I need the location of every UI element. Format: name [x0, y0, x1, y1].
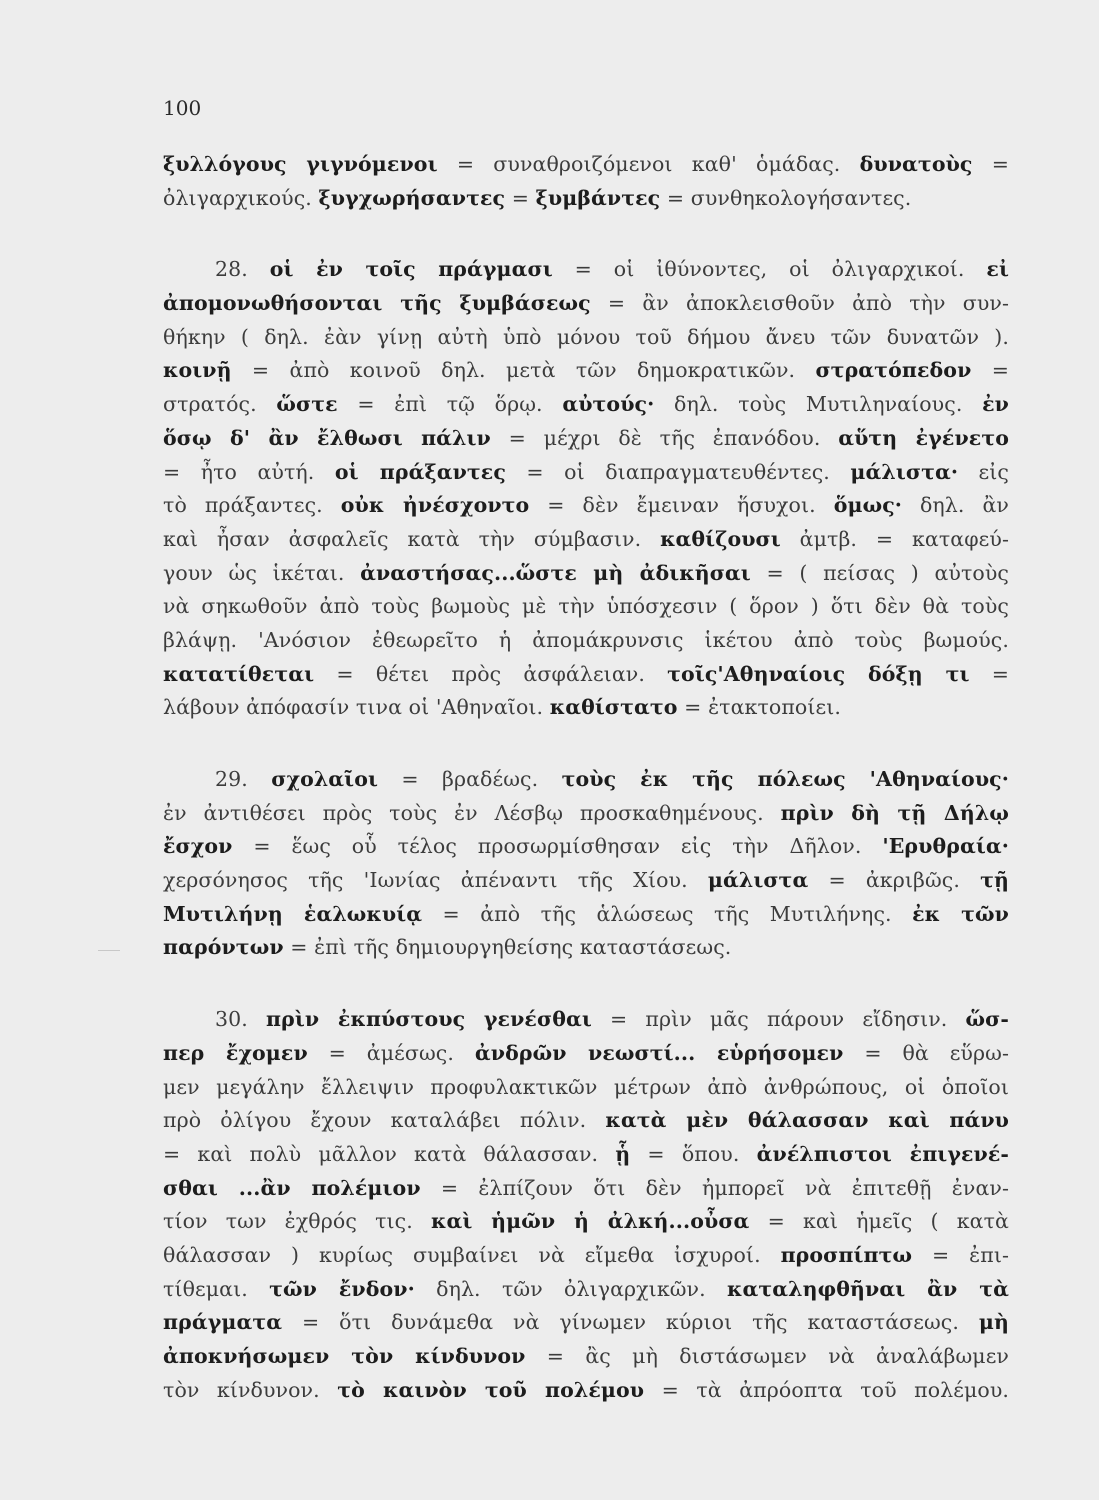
- text-line: ἀποκνήσωμεν τὸν κίνδυνον = ἂς μὴ διστάσωμεν νὰ ἀναλάβωμεν: [163, 1344, 1009, 1368]
- text-line: περ ἔχομεν = ἀμέσως. ἀνδρῶν νεωστί... εὑρήσομεν = θὰ εὕρω-: [163, 1040, 1009, 1065]
- text-line: καὶ ἦσαν ἀσφαλεῖς κατὰ τὴν σύμβασιν. καθίζουσι ἀμτβ. = καταφεύ-: [163, 526, 1009, 551]
- text-line: μεν μεγάλην ἔλλειψιν προφυλακτικῶν μέτρων ἀπὸ ἀνθρώπους, οἱ ὁποῖοι: [163, 1074, 1009, 1099]
- text-line: λάβουν ἀπόφασίν τινα οἱ 'Αθηναῖοι. καθίστατο = ἐτακτοποίει.: [163, 695, 841, 720]
- paragraph-gap: [163, 725, 1009, 763]
- text-line: 29. σχολαῖοι = βραδέως. τοὺς ἐκ τῆς πόλεως 'Αθηναίους·: [215, 767, 1009, 791]
- text-line: χερσόνησος τῆς 'Ιωνίας ἀπέναντι τῆς Χίου. μάλιστα = ἀκριβῶς. τῇ: [163, 868, 1009, 893]
- text-line: νὰ σηκωθοῦν ἀπὸ τοὺς βωμοὺς μὲ τὴν ὑπόσχεσιν ( ὅρον ) ὅτι δὲν θὰ τοὺς: [163, 594, 1009, 619]
- text-line: ὀλιγαρχικούς. ξυγχωρήσαντες = ξυμβάντες = συνθηκολογήσαντες.: [163, 185, 912, 210]
- text-line: παρόντων = ἐπὶ τῆς δημιουργηθείσης καταστάσεως.: [163, 935, 732, 960]
- text-line: τὸ πράξαντες. οὐκ ἠνέσχοντο = δὲν ἔμειναν ἥσυχοι. ὅμως· δηλ. ἂν: [163, 493, 1009, 518]
- text-line: ἔσχον = ἕως οὗ τέλος προσωρμίσθησαν εἰς τὴν Δῆλον. 'Ερυθραία·: [163, 834, 1009, 859]
- text-line: = καὶ πολὺ μᾶλλον κατὰ θάλασσαν. ᾗ = ὅπου. ἀνέλπιστοι ἐπιγενέ-: [163, 1141, 1010, 1166]
- text-line: = ἦτο αὐτή. οἱ πράξαντες = οἱ διαπραγματευθέντες. μάλιστα· εἰς: [163, 459, 1009, 484]
- text-line: στρατός. ὥστε = ἐπὶ τῷ ὅρῳ. αὐτούς· δηλ. τοὺς Μυτιληναίους. ἐν: [163, 392, 1009, 417]
- commentary-text: [163, 148, 1009, 1407]
- margin-mark: [98, 950, 120, 951]
- text-line: σθαι ...ἂν πολέμιον = ἐλπίζουν ὅτι δὲν ἠμπορεῖ νὰ ἐπιτεθῇ ἐναν-: [163, 1175, 1009, 1200]
- text-line: ξυλλόγους γιγνόμενοι = συναθροιζόμενοι καθ' ὁμάδας. δυνατοὺς =: [163, 152, 1009, 176]
- text-line: θάλασσαν ) κυρίως συμβαίνει νὰ εἴμεθα ἰσχυροί. προσπίπτω = ἐπι-: [163, 1242, 1009, 1267]
- text-line: θήκην ( δηλ. ἐὰν γίνῃ αὐτὴ ὑπὸ μόνου τοῦ δήμου ἄνευ τῶν δυνατῶν ).: [163, 324, 1009, 349]
- text-line: 28. οἱ ἐν τοῖς πράγμασι = οἱ ἰθύνοντες, οἱ ὀλιγαρχικοί. εἰ: [215, 257, 1009, 282]
- page-number: 100: [163, 96, 202, 120]
- paragraph-gap: [163, 965, 1009, 1003]
- text-line: τίον των ἐχθρός τις. καὶ ἡμῶν ἡ ἀλκή...οὖσα = καὶ ἡμεῖς ( κατὰ: [163, 1209, 1010, 1234]
- text-line: ἐν ἀντιθέσει πρὸς τοὺς ἐν Λέσβῳ προσκαθημένους. πρὶν δὴ τῇ Δήλῳ: [163, 800, 1010, 825]
- text-line: γουν ὡς ἱκέται. ἀναστήσας...ὥστε μὴ ἀδικῆσαι = ( πείσας ) αὐτοὺς: [163, 560, 1010, 585]
- text-line: πράγματα = ὅτι δυνάμεθα νὰ γίνωμεν κύριοι τῆς καταστάσεως. μὴ: [163, 1310, 1009, 1335]
- text-line: ἀπομονωθήσονται τῆς ξυμβάσεως = ἂν ἀποκλεισθοῦν ἀπὸ τὴν συν-: [163, 291, 1009, 316]
- text-line: βλάψῃ. 'Ανόσιον ἐθεωρεῖτο ἡ ἀπομάκρυνσις ἱκέτου ἀπὸ τοὺς βωμούς.: [163, 627, 1009, 652]
- text-line: τίθεμαι. τῶν ἔνδον· δηλ. τῶν ὀλιγαρχικῶν. καταληφθῆναι ἂν τὰ: [163, 1276, 1009, 1301]
- text-line: 30. πρὶν ἐκπύστους γενέσθαι = πρὶν μᾶς πάρουν εἴδησιν. ὥσ-: [215, 1007, 1009, 1032]
- text-line: κοινῇ = ἀπὸ κοινοῦ δηλ. μετὰ τῶν δημοκρατικῶν. στρατόπεδον =: [163, 358, 1009, 383]
- paragraph-gap: [163, 215, 1009, 253]
- text-line: Μυτιλήνῃ ἑαλωκυίᾳ = ἀπὸ τῆς ἁλώσεως τῆς Μυτιλήνης. ἐκ τῶν: [163, 901, 1009, 926]
- text-line: κατατίθεται = θέτει πρὸς ἀσφάλειαν. τοῖς'Αθηναίοις δόξῃ τι =: [163, 661, 1010, 686]
- text-line: ὅσῳ δ' ἂν ἔλθωσι πάλιν = μέχρι δὲ τῆς ἐπανόδου. αὕτη ἐγένετο: [163, 425, 1009, 450]
- text-line: τὸν κίνδυνον. τὸ καινὸν τοῦ πολέμου = τὰ ἀπρόοπτα τοῦ πολέμου.: [163, 1377, 1009, 1402]
- text-line: πρὸ ὀλίγου ἔχουν καταλάβει πόλιν. κατὰ μὲν θάλασσαν καὶ πάνυ: [163, 1108, 1009, 1133]
